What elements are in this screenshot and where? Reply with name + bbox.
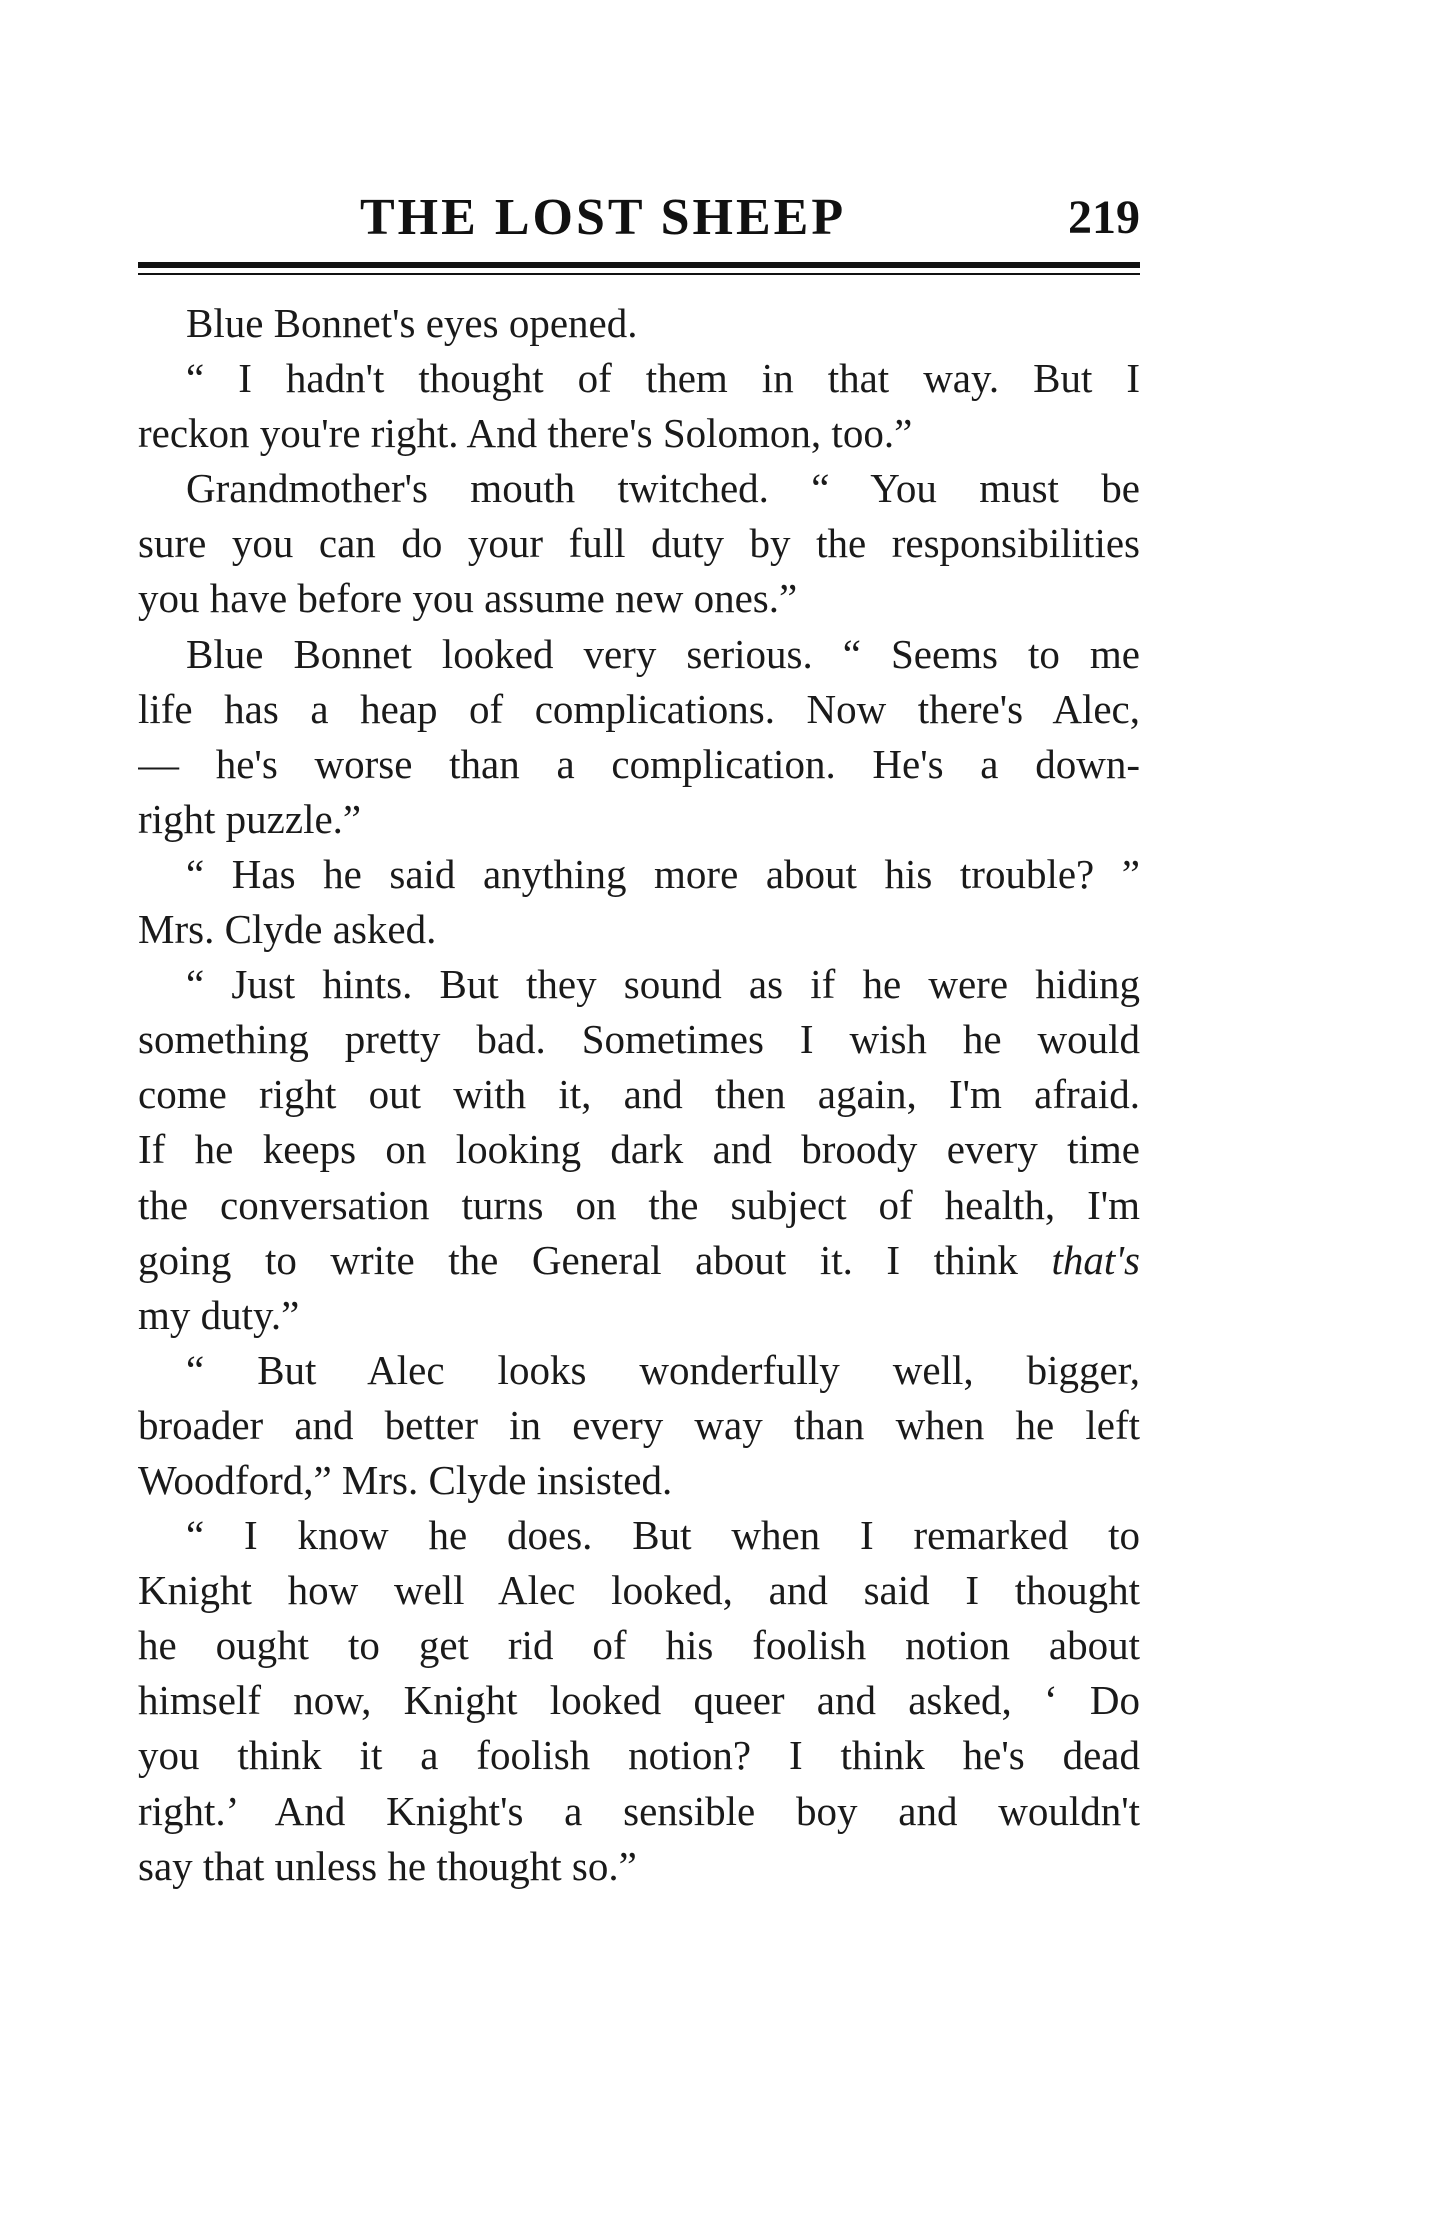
text-line-content: Knight how well Alec looked, and said I thought	[138, 1567, 1140, 1614]
text-line	[138, 1728, 1140, 1783]
text-line-content: “ Just hints. But they sound as if he were hiding	[186, 961, 1140, 1008]
text-line	[138, 902, 1140, 957]
text-line-content: “ I hadn't thought of them in that way. But I	[186, 355, 1140, 402]
text-line	[138, 682, 1140, 737]
text-line	[138, 1453, 1140, 1508]
body-text	[138, 296, 1140, 1894]
text-line	[138, 1233, 1140, 1288]
text-line-content: come right out with it, and then again, I'm afraid.	[138, 1071, 1140, 1118]
text-line	[138, 1288, 1140, 1343]
text-line-content: right puzzle.”	[138, 795, 362, 842]
text-line-content: If he keeps on looking dark and broody every time	[138, 1126, 1140, 1173]
text-line	[138, 461, 1140, 516]
italic-emphasis: that's	[1051, 1236, 1140, 1283]
text-line	[138, 957, 1140, 1012]
text-line-content: Grandmother's mouth twitched. “ You must be	[186, 465, 1140, 512]
text-line-content: — he's worse than a complication. He's a down-	[138, 740, 1140, 787]
text-line	[138, 1839, 1140, 1894]
text-line	[138, 1343, 1140, 1398]
text-line	[138, 1618, 1140, 1673]
text-line	[138, 1563, 1140, 1618]
text-line	[138, 351, 1140, 406]
text-line-content: going to write the General about it. I think	[138, 1236, 1052, 1283]
text-line	[138, 847, 1140, 902]
text-line	[138, 792, 1140, 847]
text-line	[138, 571, 1140, 626]
running-head	[138, 180, 1140, 260]
text-line	[138, 1784, 1140, 1839]
text-line	[138, 406, 1140, 461]
text-line	[138, 1122, 1140, 1177]
text-line-content: Woodford,” Mrs. Clyde insisted.	[138, 1456, 673, 1503]
text-line	[138, 1508, 1140, 1563]
text-line-content: say that unless he thought so.”	[138, 1842, 637, 1889]
text-line-content: himself now, Knight looked queer and asked, ‘ Do	[138, 1677, 1140, 1724]
text-line-content: “ Has he said anything more about his trouble? ”	[186, 850, 1140, 897]
text-line	[138, 516, 1140, 571]
text-line	[138, 1398, 1140, 1453]
text-line-content: Mrs. Clyde asked.	[138, 906, 437, 953]
text-line-content: reckon you're right. And there's Solomon, too.”	[138, 410, 913, 457]
text-line-content: “ I know he does. But when I remarked to	[186, 1512, 1140, 1559]
text-line-content: you think it a foolish notion? I think he's dead	[138, 1732, 1140, 1779]
page-number: 219	[1068, 191, 1140, 244]
text-line	[138, 627, 1140, 682]
text-line-content: broader and better in every way than when he left	[138, 1401, 1140, 1448]
text-line-content: “ But Alec looks wonderfully well, bigger,	[186, 1346, 1140, 1393]
text-line	[138, 1673, 1140, 1728]
text-line-content: life has a heap of complications. Now there's Alec,	[138, 685, 1140, 732]
header-rule-thin	[138, 273, 1140, 275]
text-line-content: you have before you assume new ones.”	[138, 575, 798, 622]
text-line-content: Blue Bonnet looked very serious. “ Seems to me	[186, 630, 1140, 677]
text-line	[138, 1067, 1140, 1122]
text-line	[138, 737, 1140, 792]
text-line-content: he ought to get rid of his foolish notion about	[138, 1622, 1140, 1669]
text-line	[138, 1012, 1140, 1067]
running-title: THE LOST SHEEP	[360, 189, 847, 246]
text-line-content: Blue Bonnet's eyes opened.	[186, 300, 638, 346]
text-line	[138, 296, 1140, 351]
text-line-content: sure you can do your full duty by the responsibilities	[138, 520, 1140, 567]
header-rule-thick	[138, 262, 1140, 268]
text-line-content: something pretty bad. Sometimes I wish he would	[138, 1016, 1140, 1063]
text-line	[138, 1178, 1140, 1233]
text-line-content: the conversation turns on the subject of health, I'm	[138, 1181, 1140, 1228]
text-line-content: my duty.”	[138, 1291, 300, 1338]
text-line-content: right.’ And Knight's a sensible boy and wouldn't	[138, 1787, 1140, 1834]
